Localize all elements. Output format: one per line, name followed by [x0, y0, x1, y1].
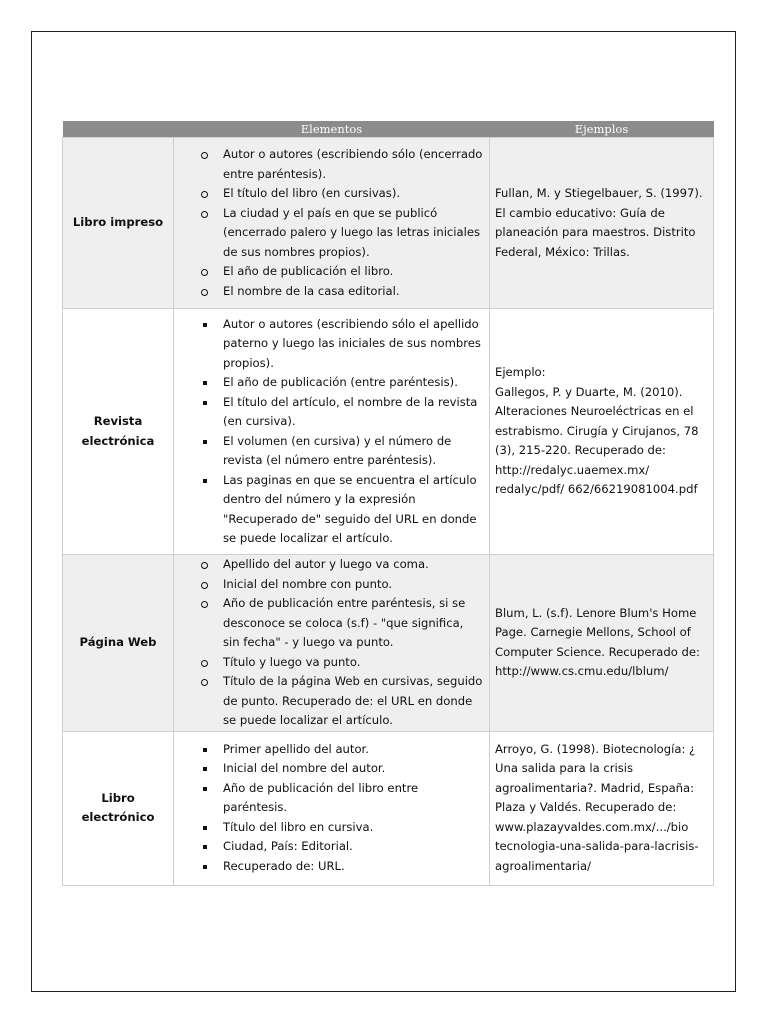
list-item: Primer apellido del autor. — [182, 740, 483, 760]
list-item: El nombre de la casa editorial. — [182, 282, 483, 302]
header-empty — [63, 121, 174, 138]
table-row-libro-electronico — [63, 731, 714, 885]
elements-cell — [174, 555, 490, 732]
list-item: Apellido del autor y luego va coma. — [182, 555, 483, 575]
elements-list — [182, 740, 483, 877]
elements-list — [182, 145, 483, 301]
row-type-label: Página Web — [63, 555, 174, 732]
example-text: Blum, L. (s.f). Lenore Blum's Home Page. Carnegie Mellons, School of Computer Science. Recuperado de: http://www.cs.cmu.edu/lblum/ — [495, 605, 700, 679]
elements-cell — [174, 138, 490, 309]
elements-list — [182, 315, 483, 549]
example-text: Fullan, M. y Stiegelbauer, S. (1997). El cambio educativo: Guía de planeación para maestros. Distrito Federal, México: Trillas. — [495, 186, 703, 259]
list-item: Título de la página Web en cursivas, seguido de punto. Recuperado de: el URL en donde se puede localizar el artículo. — [182, 672, 483, 731]
table-row-pagina-web — [63, 555, 714, 732]
list-item: El volumen (en cursiva) y el número de revista (el número entre paréntesis). — [182, 432, 483, 471]
list-item: Título y luego va punto. — [182, 653, 483, 673]
list-item: Ciudad, País: Editorial. — [182, 837, 483, 857]
list-item: El título del libro (en cursivas). — [182, 184, 483, 204]
list-item: El título del artículo, el nombre de la revista (en cursiva). — [182, 393, 483, 432]
list-item: Las paginas en que se encuentra el artículo dentro del número y la expresión "Recuperado de" seguido del URL en donde se puede localizar el artículo. — [182, 471, 483, 549]
list-item: El año de publicación (entre paréntesis). — [182, 373, 483, 393]
table-row-revista-electronica — [63, 309, 714, 555]
list-item: Inicial del nombre del autor. — [182, 759, 483, 779]
header-elementos: Elementos — [174, 121, 490, 138]
list-item: Inicial del nombre con punto. — [182, 575, 483, 595]
list-item: Título del libro en cursiva. — [182, 818, 483, 838]
list-item: Autor o autores (escribiendo sólo el apellido paterno y luego las iniciales de sus nombres propios). — [182, 315, 483, 374]
example-cell — [490, 731, 714, 885]
citation-table — [62, 121, 714, 886]
row-type-label: Libro impreso — [63, 138, 174, 309]
list-item: Año de publicación del libro entre paréntesis. — [182, 779, 483, 818]
table-row-libro-impreso — [63, 138, 714, 309]
list-item: Año de publicación entre paréntesis, si se desconoce se coloca (s.f) - "que significa, sin fecha" - y luego va punto. — [182, 594, 483, 653]
elements-cell — [174, 309, 490, 555]
example-text: Plaza y Valdés. Recuperado de: www.plazayvaldes.com.mx/.../bio tecnologia-una-salida-para-lacrisis-agroalimentaria/ — [495, 800, 699, 873]
elements-list — [182, 555, 483, 731]
header-ejemplos: Ejemplos — [490, 121, 714, 138]
row-type-label: Libro electrónico — [63, 731, 174, 885]
example-cell — [490, 138, 714, 309]
example-cell — [490, 309, 714, 555]
example-text: Arroyo, G. (1998). Biotecnología: ¿ Una salida para la crisis agroalimentaria?. Madrid, España: — [495, 741, 696, 795]
list-item: Recuperado de: URL. — [182, 857, 483, 877]
example-label: Ejemplo: — [495, 365, 546, 380]
list-item: La ciudad y el país en que se publicó (encerrado palero y luego las letras iniciales de sus nombres propios). — [182, 204, 483, 263]
row-type-label: Revista electrónica — [63, 309, 174, 555]
elements-cell — [174, 731, 490, 885]
list-item: El año de publicación el libro. — [182, 262, 483, 282]
example-text: Gallegos, P. y Duarte, M. (2010). Alteraciones Neuroeléctricas en el estrabismo. Cirugía y Cirujanos, 78 (3), 215-220. Recuperado de: http://redalyc.uaemex.mx/ redalyc/pdf/ 662/66219081004.pdf — [495, 384, 699, 497]
example-cell — [490, 555, 714, 732]
table-header-row — [63, 121, 714, 138]
list-item: Autor o autores (escribiendo sólo (encerrado entre paréntesis). — [182, 145, 483, 184]
